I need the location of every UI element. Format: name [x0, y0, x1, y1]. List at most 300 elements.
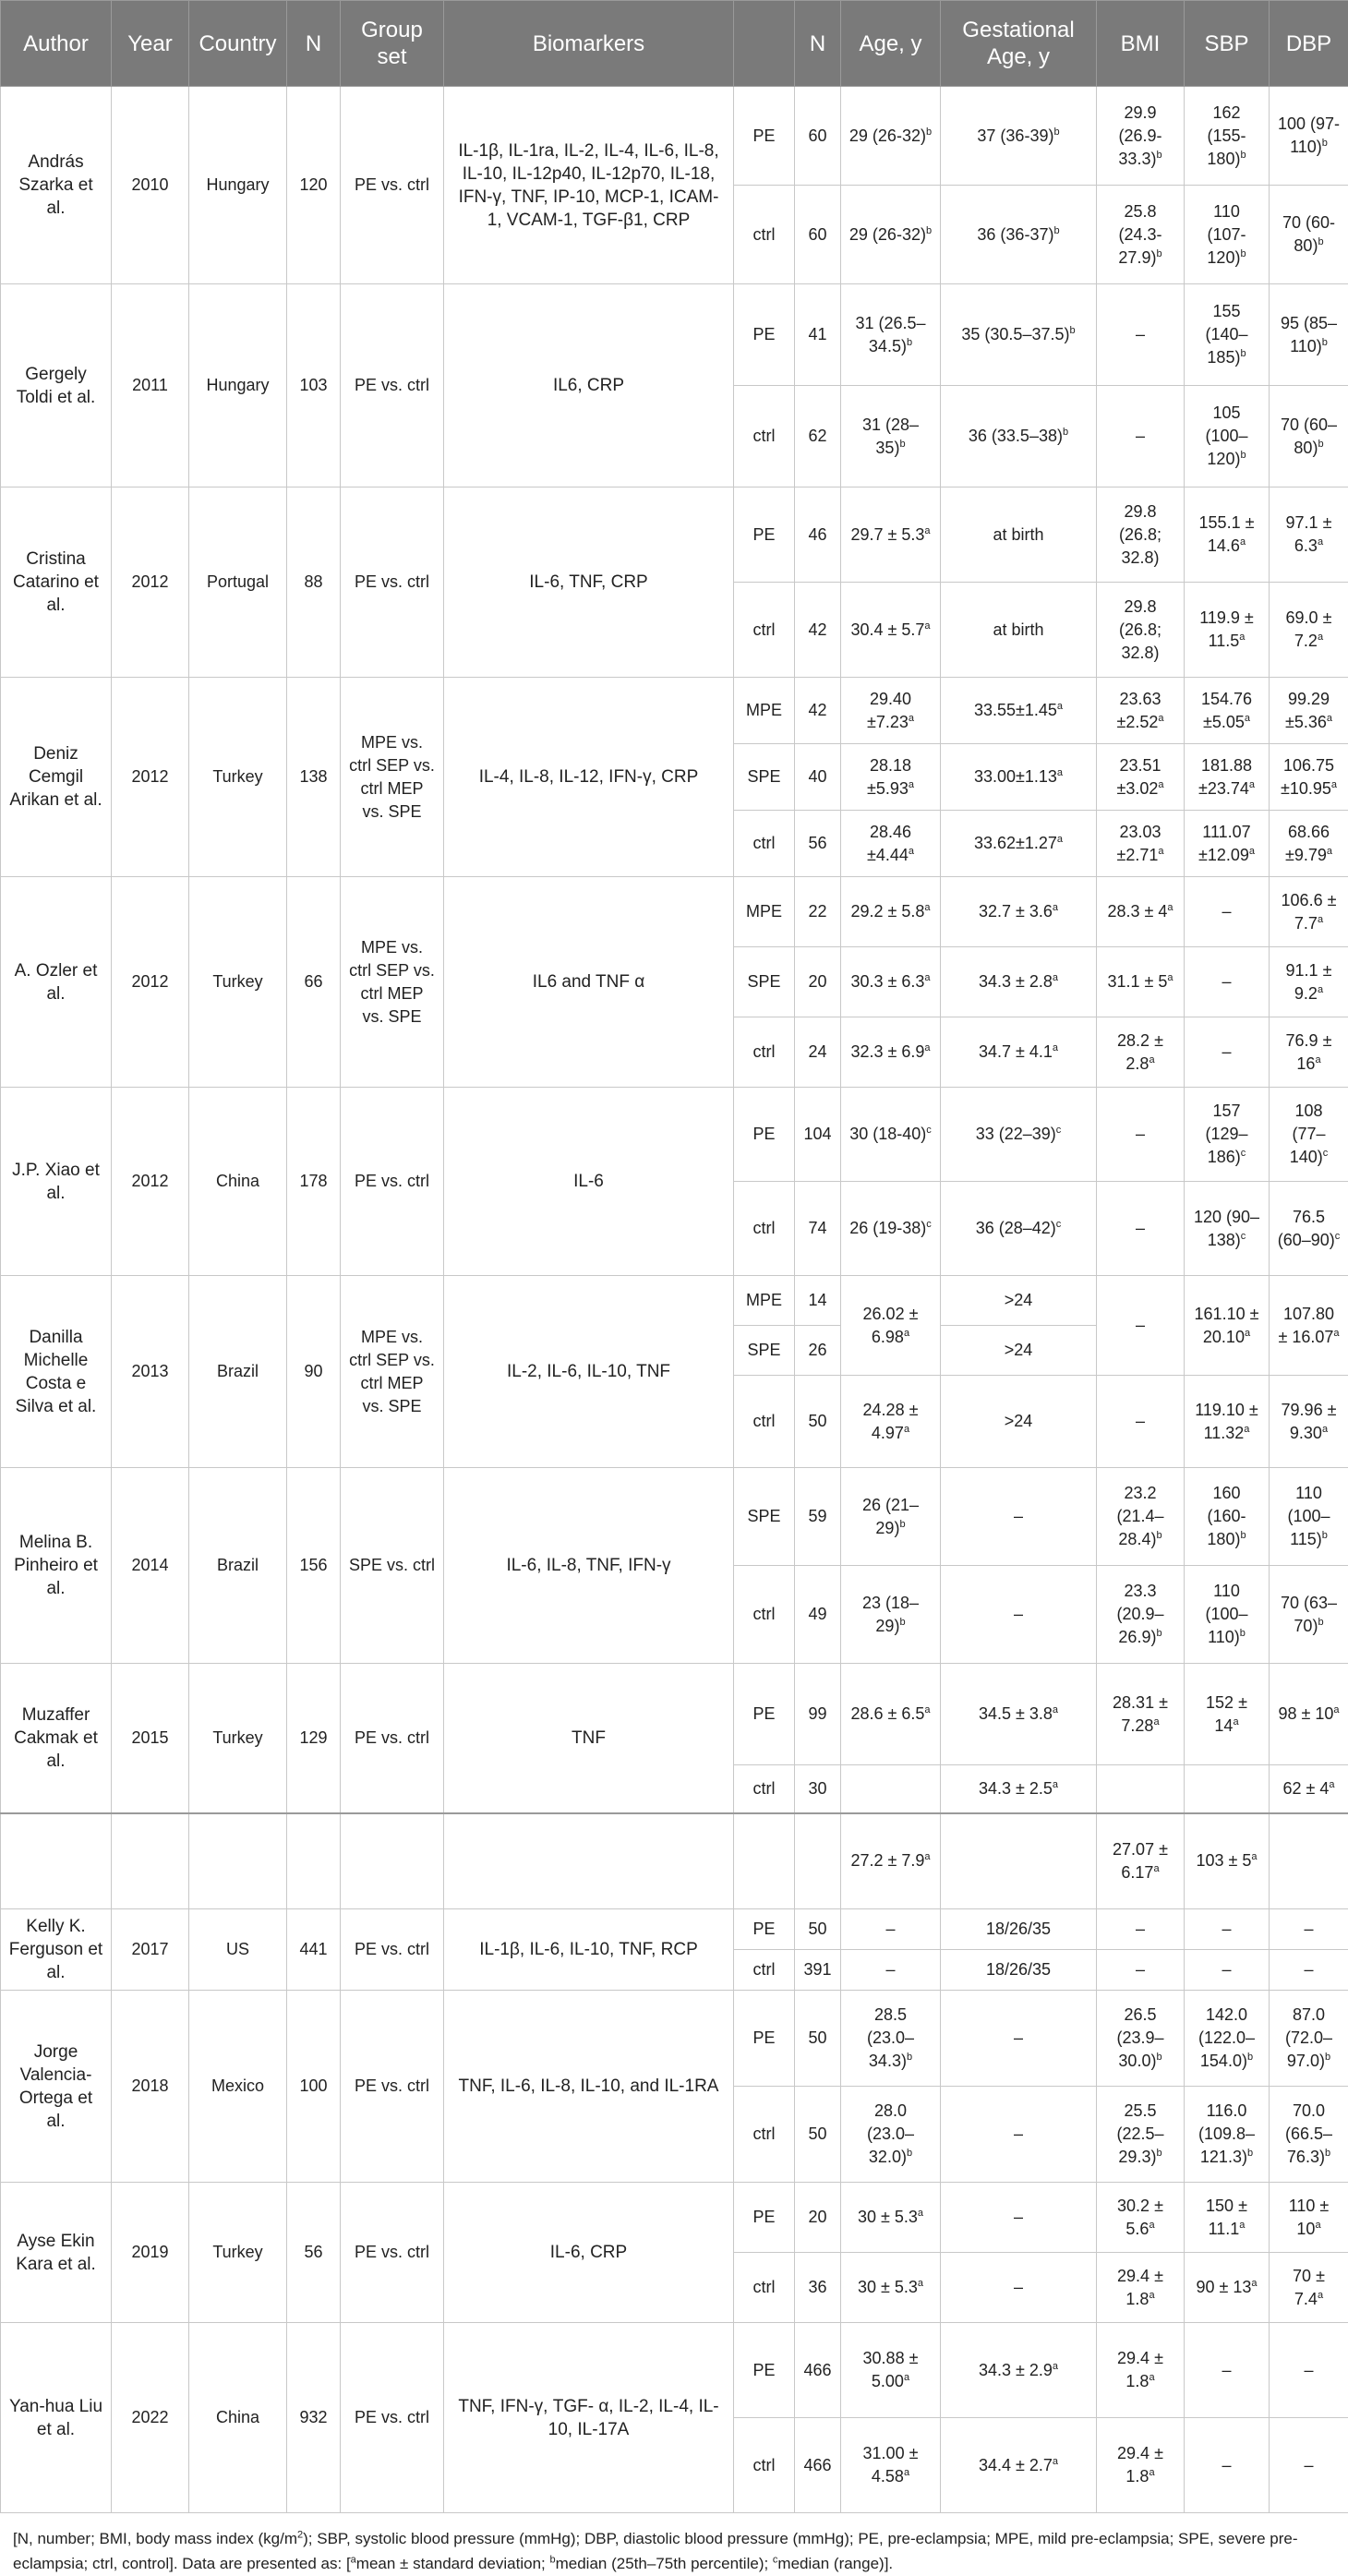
footnote-text: [N, number; BMI, body mass index (kg/m [13, 2530, 297, 2547]
age-cell [841, 1182, 941, 1276]
subgroup-cell-text: MPE [746, 902, 782, 921]
subgroup-n-cell [795, 488, 841, 583]
subgroup-n-cell-text: 466 [803, 2456, 831, 2474]
biomarkers-cell [444, 87, 734, 284]
year-cell [112, 877, 189, 1088]
dbp-cell [1270, 87, 1348, 186]
age-cell [841, 1813, 941, 1909]
table-row [1, 2323, 1348, 2418]
gestational-age-cell-text: – [1014, 2208, 1023, 2226]
subgroup-n-cell [795, 583, 841, 678]
footnote-text: mean ± standard deviation; [356, 2555, 550, 2572]
subgroup-n-cell-text: 391 [803, 1960, 831, 1979]
dbp-cell [1270, 811, 1348, 877]
table-row [1, 284, 1348, 386]
subgroup-cell-text: ctrl [753, 1779, 776, 1798]
footnote-sup: 2 [297, 2529, 303, 2540]
country-cell-text: Hungary [206, 175, 269, 194]
age-cell-sup: b [907, 2052, 912, 2063]
bmi-cell-text: 29.4 ± 1.8 [1117, 2444, 1163, 2486]
dbp-cell [1270, 1765, 1348, 1813]
country-cell [189, 284, 287, 488]
author-cell [1, 87, 112, 284]
dbp-cell [1270, 2253, 1348, 2323]
dbp-cell-sup: b [1322, 138, 1328, 149]
sbp-cell [1185, 87, 1270, 186]
age-cell-text: 28.0 (23.0–32.0) [867, 2101, 914, 2166]
bmi-cell-text: 23.3 (20.9–26.9) [1116, 1582, 1163, 1646]
subgroup-cell [734, 284, 795, 386]
subgroup-cell-text: ctrl [753, 834, 776, 852]
subgroup-n-cell [795, 87, 841, 186]
year-cell [112, 1664, 189, 1813]
table-row [1, 1909, 1348, 1950]
gestational-age-cell-text: 34.3 ± 2.9 [979, 2361, 1053, 2379]
sbp-cell-text: – [1222, 972, 1231, 991]
bmi-cell-sup: a [1149, 2290, 1154, 2301]
age-cell-sup: a [904, 2372, 909, 2383]
subgroup-n-cell-text: 40 [808, 767, 826, 786]
biomarkers-cell [444, 2323, 734, 2513]
bmi-cell-text: 25.5 (22.5–29.3) [1116, 2101, 1163, 2166]
year-cell [112, 1909, 189, 1991]
age-cell [841, 1566, 941, 1664]
sbp-cell-sup: b [1240, 348, 1246, 359]
country-cell-text: Turkey [212, 972, 262, 991]
gestational-age-cell [941, 284, 1097, 386]
biomarkers-cell [444, 488, 734, 678]
biomarkers-cell-text: TNF [572, 1728, 606, 1748]
sbp-cell [1185, 488, 1270, 583]
table-row [1, 678, 1348, 744]
bmi-cell-text: 30.2 ± 5.6 [1117, 2197, 1163, 2238]
year-cell-text: 2010 [131, 175, 168, 194]
footnote-text: ); SBP, systolic blood pressure (mmHg); DBP, diastolic blood pressure (mmHg); PE, pre-eclampsia; MPE, mild pre-eclampsia; SPE, severe pre-eclampsia; ctrl, control]. Data are presented as: [ [13, 2530, 1297, 2572]
table-footnote [0, 2513, 1348, 2576]
sbp-cell-text: 157 (129–186) [1205, 1101, 1247, 1166]
total-n-cell-text: 88 [304, 572, 322, 591]
subgroup-cell [734, 87, 795, 186]
subgroup-cell-text: ctrl [753, 2125, 776, 2143]
age-cell-text: 30.4 ± 5.7 [850, 620, 924, 639]
subgroup-cell [734, 1813, 795, 1909]
sbp-cell [1185, 2087, 1270, 2183]
dbp-cell-sup: b [1322, 1530, 1328, 1541]
total-n-cell [287, 1991, 341, 2183]
sbp-cell [1185, 1991, 1270, 2087]
header-subgroup-n: N [795, 1, 841, 87]
sbp-cell-text: 154.76 ±5.05 [1201, 690, 1252, 731]
age-cell-text: 30 (18-40) [849, 1125, 926, 1143]
total-n-cell [287, 1468, 341, 1664]
bmi-cell-text: – [1136, 1316, 1145, 1334]
biomarkers-cell [444, 877, 734, 1088]
total-n-cell [287, 488, 341, 678]
bmi-cell-text: – [1136, 325, 1145, 343]
total-n-cell-text: 932 [299, 2408, 327, 2426]
dbp-cell-text: – [1304, 1920, 1313, 1938]
age-cell-sup: a [909, 779, 914, 790]
group-set-cell-text: PE vs. ctrl [355, 1728, 429, 1747]
sbp-cell-text: 110 (107-120) [1207, 202, 1246, 267]
subgroup-n-cell [795, 2418, 841, 2513]
biomarkers-cell [444, 678, 734, 877]
subgroup-n-cell-text: 60 [808, 225, 826, 244]
subgroup-n-cell-text: 20 [808, 972, 826, 991]
dbp-cell [1270, 1909, 1348, 1950]
table-body [1, 87, 1348, 2513]
bmi-cell-text: – [1136, 1960, 1145, 1979]
gestational-age-cell-sup: a [1057, 834, 1063, 845]
total-n-cell-text: 103 [299, 376, 327, 394]
dbp-cell-sup: a [1327, 713, 1332, 724]
dbp-cell-sup: b [1318, 439, 1323, 450]
subgroup-n-cell-text: 104 [803, 1125, 831, 1143]
gestational-age-cell [941, 1813, 1097, 1909]
subgroup-cell [734, 1182, 795, 1276]
dbp-cell [1270, 386, 1348, 488]
author-cell [1, 1991, 112, 2183]
bmi-cell-sup: a [1153, 1863, 1159, 1874]
age-cell-text: 31 (26.5–34.5) [855, 314, 925, 355]
total-n-cell [287, 284, 341, 488]
age-cell [841, 2087, 941, 2183]
country-cell [189, 1276, 287, 1468]
dbp-cell-text: 70 ± 7.4 [1293, 2267, 1325, 2308]
subgroup-n-cell [795, 1276, 841, 1326]
gestational-age-cell [941, 386, 1097, 488]
age-cell [841, 1991, 941, 2087]
bmi-cell [1097, 1468, 1185, 1566]
sbp-cell [1185, 1664, 1270, 1765]
subgroup-cell-text: PE [752, 126, 775, 145]
subgroup-n-cell-text: 49 [808, 1605, 826, 1623]
sbp-cell-sup: a [1249, 846, 1255, 857]
bmi-cell [1097, 947, 1185, 1017]
country-cell-text: Turkey [212, 767, 262, 786]
gestational-age-cell-text: >24 [1005, 1412, 1033, 1430]
sbp-cell [1185, 947, 1270, 1017]
sbp-cell-sup: a [1239, 632, 1245, 643]
bmi-cell-text: – [1136, 1125, 1145, 1143]
header-n: N [287, 1, 341, 87]
age-cell-text: 30.88 ± 5.00 [863, 2349, 919, 2390]
dbp-cell [1270, 284, 1348, 386]
sbp-cell [1185, 1088, 1270, 1182]
biomarkers-cell [444, 1664, 734, 1813]
biomarkers-cell-text: IL-6, CRP [550, 2243, 627, 2262]
age-cell [841, 1909, 941, 1950]
bmi-cell-sup: a [1149, 2220, 1154, 2231]
sbp-cell [1185, 186, 1270, 284]
author-cell-text: Kelly K. Ferguson et al. [9, 1917, 102, 1982]
subgroup-cell-text: PE [752, 525, 775, 544]
sbp-cell-text: 119.10 ± 11.32 [1195, 1401, 1258, 1442]
biomarkers-cell-text: IL-6 [573, 1172, 604, 1191]
dbp-cell [1270, 1088, 1348, 1182]
dbp-cell-sup: c [1323, 1148, 1329, 1159]
bmi-cell-text: 23.2 (21.4–28.4) [1116, 1484, 1163, 1548]
age-cell [841, 1664, 941, 1765]
age-cell [841, 877, 941, 947]
age-cell-text: 28.46 ±4.44 [867, 823, 911, 864]
gestational-age-cell-sup: a [1053, 2456, 1058, 2467]
bmi-cell-sup: a [1149, 2372, 1154, 2383]
sbp-cell [1185, 2418, 1270, 2513]
bmi-cell-text: 25.8 (24.3-27.9) [1118, 202, 1161, 267]
gestational-age-cell-text: 34.7 ± 4.1 [979, 1042, 1053, 1061]
subgroup-cell [734, 2253, 795, 2323]
subgroup-cell-text: ctrl [753, 620, 776, 639]
age-cell [841, 284, 941, 386]
total-n-cell-text: 66 [304, 972, 322, 991]
subgroup-n-cell [795, 1991, 841, 2087]
dbp-cell-text: 69.0 ± 7.2 [1286, 608, 1332, 650]
subgroup-n-cell-text: 50 [808, 1920, 826, 1938]
table-row [1, 1468, 1348, 1566]
country-cell [189, 87, 287, 284]
subgroup-cell-text: MPE [746, 701, 782, 719]
subgroup-n-cell [795, 947, 841, 1017]
author-cell-text: Ayse Ekin Kara et al. [16, 2232, 96, 2274]
author-cell [1, 1088, 112, 1276]
subgroup-n-cell-text: 41 [808, 325, 826, 343]
gestational-age-cell-sup: a [1053, 1704, 1058, 1715]
country-cell [189, 2323, 287, 2513]
dbp-cell-sup: a [1333, 1328, 1339, 1339]
total-n-cell [287, 1276, 341, 1468]
header-subgroup [734, 1, 795, 87]
gestational-age-cell [941, 488, 1097, 583]
biomarkers-cell [444, 1991, 734, 2183]
subgroup-n-cell [795, 1664, 841, 1765]
age-cell-sup: a [909, 713, 914, 724]
gestational-age-cell-text: 34.3 ± 2.5 [979, 1779, 1053, 1798]
sbp-cell-text: – [1222, 2361, 1231, 2379]
bmi-cell [1097, 284, 1185, 386]
subgroup-n-cell-text: 99 [808, 1704, 826, 1723]
group-set-cell-text: PE vs. ctrl [355, 376, 429, 394]
dbp-cell [1270, 947, 1348, 1017]
author-cell-text: Yan-hua Liu et al. [9, 2397, 102, 2439]
gestational-age-cell-sup: a [1053, 902, 1058, 913]
dbp-cell-text: 62 ± 4 [1282, 1779, 1329, 1798]
total-n-cell-text: 129 [299, 1728, 327, 1747]
year-cell [112, 1813, 189, 1909]
bmi-cell-sup: b [1156, 1530, 1161, 1541]
bmi-cell-text: 29.8 (26.8; 32.8) [1119, 502, 1161, 567]
gestational-age-cell [941, 2183, 1097, 2253]
sbp-cell-sup: b [1240, 1628, 1246, 1639]
sbp-cell [1185, 1566, 1270, 1664]
gestational-age-cell-text: 34.3 ± 2.8 [979, 972, 1053, 991]
author-cell [1, 1664, 112, 1813]
author-cell [1, 877, 112, 1088]
country-cell-text: Brazil [217, 1362, 259, 1380]
age-cell-sup: b [926, 126, 932, 138]
total-n-cell-text: 90 [304, 1362, 322, 1380]
total-n-cell [287, 678, 341, 877]
subgroup-cell-text: ctrl [753, 2456, 776, 2474]
sbp-cell [1185, 1276, 1270, 1376]
age-cell-sup: a [924, 620, 930, 632]
subgroup-cell [734, 1909, 795, 1950]
country-cell [189, 1664, 287, 1813]
bmi-cell-text: 28.31 ± 7.28 [1113, 1693, 1168, 1735]
sbp-cell-sup: a [1233, 1716, 1238, 1727]
age-cell-text: 28.18 ±5.93 [867, 756, 911, 798]
year-cell [112, 488, 189, 678]
subgroup-cell [734, 744, 795, 811]
bmi-cell-text: – [1136, 1412, 1145, 1430]
country-cell [189, 1088, 287, 1276]
group-set-cell [341, 1664, 444, 1813]
biomarkers-cell-text: IL-1β, IL-1ra, IL-2, IL-4, IL-6, IL-8, IL-10, IL-12p40, IL-12p70, IL-18, IFN-γ, TNF, IP-10, MCP-1, ICAM-1, VCAM-1, TGF-β1, CRP [458, 141, 718, 230]
biomarkers-cell [444, 1468, 734, 1664]
dbp-cell [1270, 1182, 1348, 1276]
age-cell-text: 30 ± 5.3 [858, 2278, 918, 2296]
subgroup-cell [734, 2183, 795, 2253]
subgroup-cell-text: SPE [747, 1341, 780, 1359]
age-cell-sup: b [899, 1617, 905, 1628]
subgroup-n-cell-text: 50 [808, 1412, 826, 1430]
gestational-age-cell [941, 877, 1097, 947]
subgroup-n-cell-text: 62 [808, 427, 826, 445]
gestational-age-cell [941, 2087, 1097, 2183]
header-row [1, 1, 1348, 87]
gestational-age-cell-text: 37 (36-39) [977, 126, 1053, 145]
group-set-cell-text: PE vs. ctrl [355, 175, 429, 194]
subgroup-cell [734, 488, 795, 583]
gestational-age-cell [941, 811, 1097, 877]
gestational-age-cell-text: 34.5 ± 3.8 [979, 1704, 1053, 1723]
sbp-cell-text: – [1222, 1960, 1231, 1979]
subgroup-cell-text: PE [752, 2361, 775, 2379]
dbp-cell-sup: a [1322, 1424, 1328, 1435]
bmi-cell [1097, 1991, 1185, 2087]
total-n-cell [287, 87, 341, 284]
table-row [1, 1813, 1348, 1909]
subgroup-cell [734, 2087, 795, 2183]
biomarkers-cell-text: IL6 and TNF α [533, 972, 645, 992]
sbp-cell-sup: a [1240, 536, 1246, 548]
sbp-cell [1185, 2253, 1270, 2323]
gestational-age-cell [941, 2323, 1097, 2418]
age-cell-sup: b [907, 337, 912, 348]
sbp-cell-sup: a [1249, 779, 1255, 790]
subgroup-cell-text: PE [752, 1704, 775, 1723]
subgroup-cell-text: PE [752, 2208, 775, 2226]
sbp-cell-sup: b [1240, 450, 1246, 461]
subgroup-n-cell-text: 60 [808, 126, 826, 145]
group-set-cell-text: PE vs. ctrl [355, 1172, 429, 1190]
dbp-cell [1270, 1813, 1348, 1909]
gestational-age-cell-text: 33 (22–39) [976, 1125, 1056, 1143]
dbp-cell [1270, 2087, 1348, 2183]
biomarkers-cell-text: IL6, CRP [553, 376, 624, 395]
group-set-cell [341, 2323, 444, 2513]
dbp-cell [1270, 744, 1348, 811]
subgroup-cell [734, 1991, 795, 2087]
dbp-cell-sup: a [1315, 2220, 1320, 2231]
subgroup-cell-text: MPE [746, 1291, 782, 1309]
sbp-cell-text: 142.0 (122.0–154.0) [1198, 2005, 1255, 2070]
subgroup-n-cell [795, 1088, 841, 1182]
subgroup-n-cell-text: 42 [808, 620, 826, 639]
total-n-cell-text: 156 [299, 1556, 327, 1574]
dbp-cell-text: 76.9 ± 16 [1286, 1031, 1332, 1073]
country-cell-text: Portugal [207, 572, 269, 591]
age-cell-text: 23 (18–29) [862, 1594, 919, 1635]
table-row [1, 1088, 1348, 1182]
dbp-cell-text: 70.0 (66.5–76.3) [1285, 2101, 1332, 2166]
year-cell [112, 1991, 189, 2183]
age-cell-sup: a [909, 846, 914, 857]
country-cell-text: Turkey [212, 2243, 262, 2261]
group-set-cell [341, 488, 444, 678]
subgroup-cell [734, 1468, 795, 1566]
age-cell [841, 1017, 941, 1088]
gestational-age-cell-text: 18/26/35 [986, 1920, 1051, 1938]
age-cell-text: 27.2 ± 7.9 [850, 1851, 924, 1870]
age-cell-text: 26 (21–29) [862, 1496, 919, 1537]
bmi-cell [1097, 2323, 1185, 2418]
bmi-cell-text: – [1136, 1920, 1145, 1938]
subgroup-cell-text: PE [752, 1125, 775, 1143]
gestational-age-cell-text: – [1014, 1605, 1023, 1623]
author-cell-text: Deniz Cemgil Arikan et al. [9, 744, 102, 810]
sbp-cell-text: 152 ± 14 [1206, 1693, 1247, 1735]
sbp-cell [1185, 744, 1270, 811]
subgroup-n-cell-text: 50 [808, 2028, 826, 2047]
subgroup-n-cell [795, 877, 841, 947]
subgroup-n-cell [795, 1017, 841, 1088]
footnote-text: median (range)]. [777, 2555, 893, 2572]
bmi-cell [1097, 583, 1185, 678]
gestational-age-cell [941, 1991, 1097, 2087]
subgroup-cell-text: SPE [747, 767, 780, 786]
age-cell-text: 28.6 ± 6.5 [850, 1704, 924, 1723]
subgroup-cell [734, 1566, 795, 1664]
total-n-cell [287, 2323, 341, 2513]
sbp-cell-sup: b [1240, 150, 1246, 161]
dbp-cell-text: 95 (85–110) [1281, 314, 1337, 355]
subgroup-n-cell [795, 2253, 841, 2323]
gestational-age-cell-sup: b [1063, 427, 1068, 438]
biomarkers-cell-text: TNF, IFN-γ, TGF- α, IL-2, IL-4, IL-10, IL-17A [458, 2397, 718, 2439]
subgroup-cell-text: ctrl [753, 1219, 776, 1237]
country-cell-text: China [216, 2408, 259, 2426]
gestational-age-cell-sup: b [1069, 325, 1075, 336]
age-cell-sup: a [924, 1042, 930, 1053]
subgroup-n-cell-text: 59 [808, 1507, 826, 1525]
author-cell-text: Danilla Michelle Costa e Silva et al. [16, 1328, 97, 1416]
sbp-cell [1185, 284, 1270, 386]
author-cell [1, 1468, 112, 1664]
gestational-age-cell-text: 33.62±1.27 [974, 834, 1057, 852]
age-cell-text: 29.7 ± 5.3 [850, 525, 924, 544]
group-set-cell-text: MPE vs. ctrl SEP vs. ctrl MEP vs. SPE [349, 733, 435, 821]
bmi-cell-text: 31.1 ± 5 [1107, 972, 1167, 991]
country-cell-text: Brazil [217, 1556, 259, 1574]
dbp-cell-sup: c [1335, 1231, 1341, 1242]
bmi-cell-sup: a [1158, 779, 1163, 790]
age-cell-sup: a [918, 2278, 923, 2289]
gestational-age-cell-text: 36 (36-37) [977, 225, 1053, 244]
age-cell-sup: b [899, 439, 905, 450]
dbp-cell-sup: b [1322, 337, 1328, 348]
footnote-sup: a [351, 2554, 356, 2565]
